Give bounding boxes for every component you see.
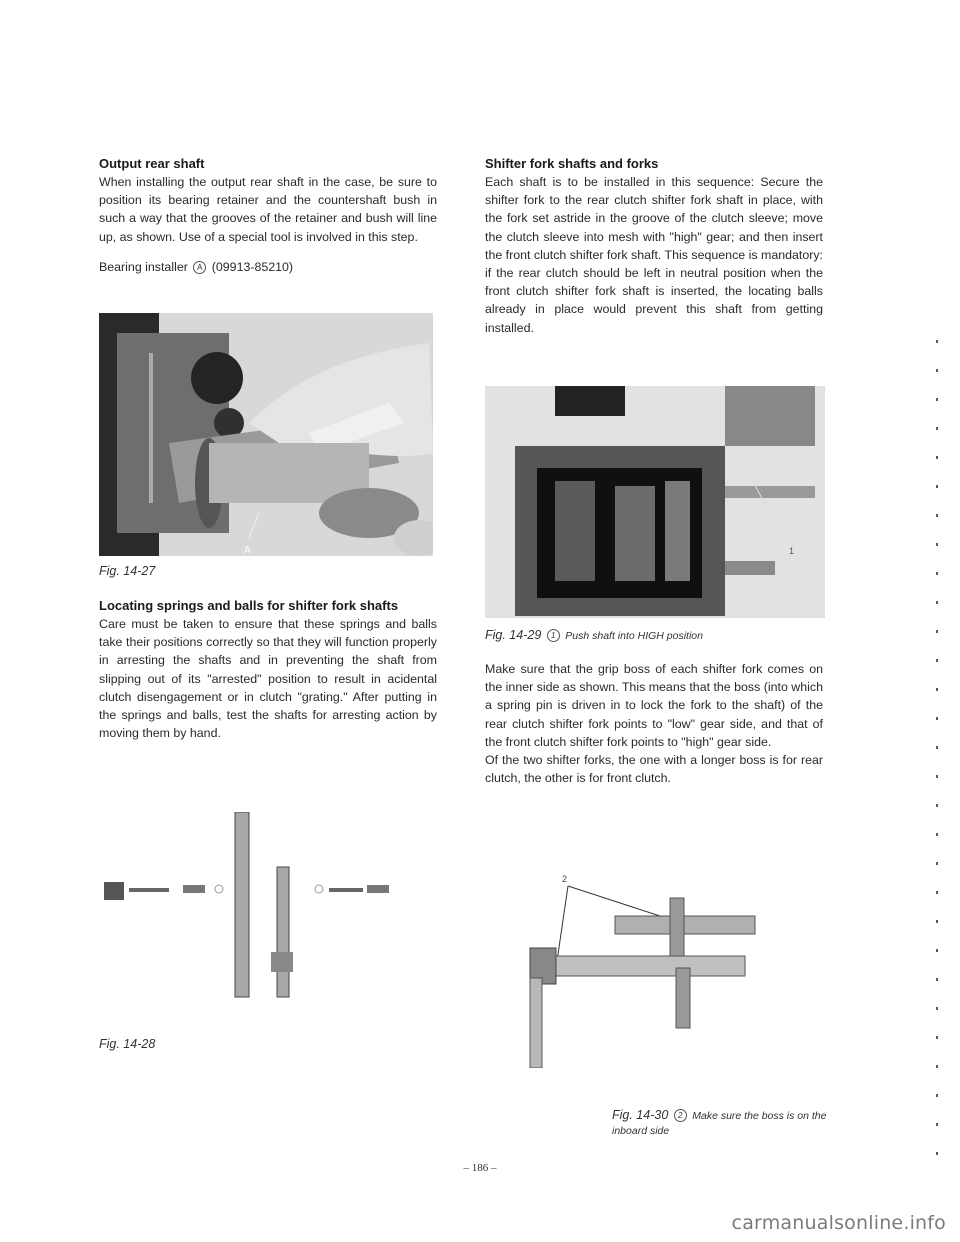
tool-reference bbox=[99, 258, 437, 276]
fig-14-27-callout: A bbox=[244, 545, 251, 556]
tool-label: Bearing installer bbox=[99, 259, 188, 274]
shifter-fork-text: Each shaft is to be installed in this sequence: Secure the shifter fork to the rear clutch shifter fork shaft in place, with the fork set astride in the groove of the clutch sleeve; move the clutch sleeve into mesh with "high" gear; and then insert the front clutch shifter fork shaft. This sequence is mandatory: if the rear clutch should be left in neutral position when the front clutch shifter fork shaft is inserted, the locating balls already in place would prevent this shaft from getting installed. bbox=[485, 175, 823, 335]
fig-14-30-drawing bbox=[520, 868, 770, 1068]
shifter-fork-boss-text: Of the two shifter forks, the one with a longer boss is for rear clutch, the other is for front clutch. bbox=[485, 753, 823, 786]
output-rear-shaft-heading: Output rear shaft bbox=[99, 156, 205, 171]
springs-balls-illustration bbox=[99, 812, 437, 1027]
left-column bbox=[99, 155, 437, 276]
fig-14-30-label: Fig. 14-30 bbox=[612, 1108, 669, 1122]
fig-14-28-drawing bbox=[99, 812, 437, 1027]
fig-14-29-label: Fig. 14-29 bbox=[485, 628, 542, 642]
fig-14-30-note: Make sure the boss is on the inboard side bbox=[612, 1110, 827, 1137]
fig-14-29-photo bbox=[485, 386, 825, 618]
grip-boss-text: Make sure that the grip boss of each shifter fork comes on the inner side as shown. This means that the boss (into which a spring pin is driven in to lock the fork to the shaft) of the rear clutch shifter fork points to "low" gear side, and that of the front clutch shifter fork points to "high" gear side. bbox=[485, 662, 823, 749]
shifter-forks-illustration bbox=[520, 868, 770, 1068]
right-column bbox=[485, 155, 823, 337]
right-column-lower bbox=[485, 660, 823, 787]
gearbox-case-illustration bbox=[485, 386, 825, 618]
tool-number: (09913-85210) bbox=[211, 259, 294, 274]
fig-14-30-caption bbox=[612, 1108, 842, 1138]
tool-callout: A bbox=[193, 261, 206, 274]
left-column-lower bbox=[99, 597, 437, 742]
fig-14-28-caption: Fig. 14-28 bbox=[99, 1037, 156, 1051]
scan-edge-marks bbox=[932, 340, 942, 1160]
bearing-installer-illustration bbox=[99, 313, 433, 556]
fig-14-27-caption: Fig. 14-27 bbox=[99, 564, 156, 578]
fig-14-30-caption-callout: 2 bbox=[674, 1109, 687, 1122]
fig-14-29-note: Push shaft into HIGH position bbox=[565, 630, 703, 642]
fig-14-30-callout: 2 bbox=[562, 874, 568, 884]
fig-14-29-caption-callout: 1 bbox=[547, 629, 560, 642]
watermark: carmanualsonline.info bbox=[731, 1212, 946, 1234]
fig-14-29-callout: 1 bbox=[789, 546, 795, 556]
page-number: – 186 – bbox=[463, 1162, 497, 1174]
fig-14-27-photo bbox=[99, 313, 433, 556]
shifter-fork-heading: Shifter fork shafts and forks bbox=[485, 156, 659, 171]
output-rear-shaft-text: When installing the output rear shaft in the case, be sure to position its bearing retainer and the countershaft bush in such a way that the grooves of the retainer and bush will line up, as shown. Use of a special tool is involved in this step. bbox=[99, 175, 437, 244]
fig-14-29-caption bbox=[485, 628, 703, 642]
springs-balls-heading: Locating springs and balls for shifter fork shafts bbox=[99, 598, 399, 613]
springs-balls-text: Care must be taken to ensure that these springs and balls take their positions correctly so that they will function properly in arresting the shafts and in preventing the shaft from slipping out of its "arrested" position to result in acidental clutch disengagement or in clutch "grating." After putting in the springs and balls, test the shafts for arresting action by moving them by hand. bbox=[99, 617, 437, 741]
